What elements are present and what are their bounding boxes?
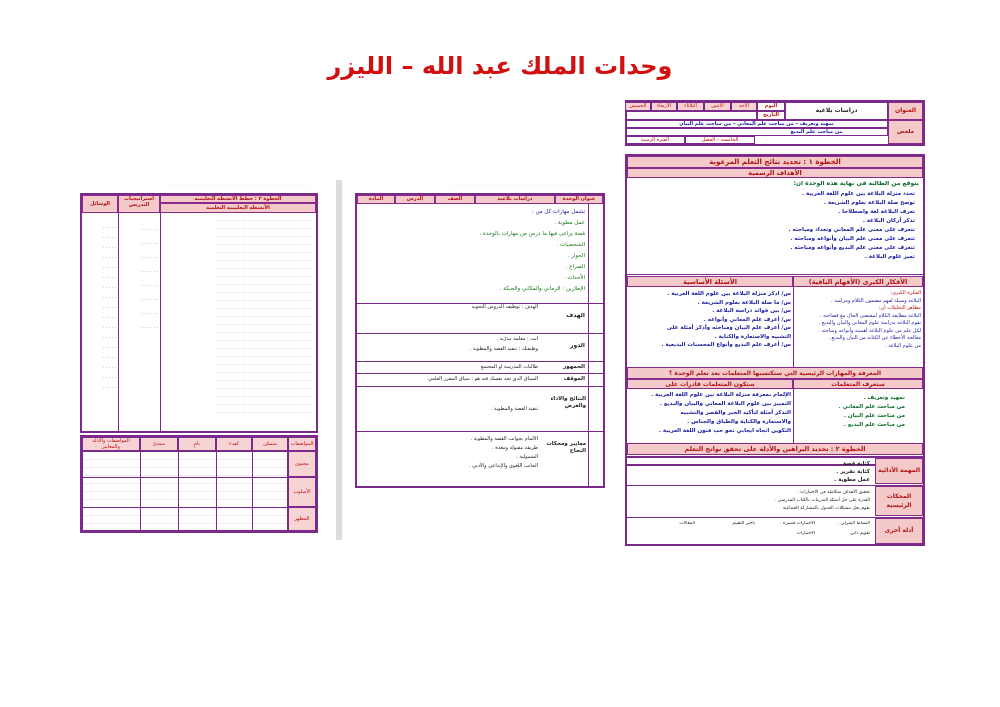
- activities-body: . . . . . . . . . . . . . . . . . . . . . . . . . . . . . . . . . . . . . . . . . . . . . . . . . . . . . . . . . . . . . . . . . . . . . . . . . . . . . . . . . . . . . . . . . . . . . . . . . . . . . . . . . . . . . . . . . . . . . . . . . . . . . . . . . . . . . . . . . . . . . . . . . . . . . . . . . . . . . . . . . . . . . . . . . . . . . . . . . . . . . . . . . . . . . . . . . . . . . . . . . . . . . . . . . . . . . . . . . . . . . . . . . . . . . . . . . . . . . . . . . . . . . . . . . . . . . . . . . . . . . . . . . . . . . . . . . . . . . . . . . . . . . . . . . . . . . . . . . . . . . . . . . . . . . . . . . . . . . . . . . . . . . . . . . . . . . . . . . . . . . . . . . . . . . . . . . . . . . . . . . . . . . . . . . . . . . . . . . . . . . . . . . . . . . . . . . . . . . . . . . . . . . . . . . . . . . . . . . . . . . . . . . . . . . . . . . . . . . . . . . . . . . . . . . . . . . . . . . . . . . . . . . . . . . . . . . . . . . . . . . . . . . . . . . . . . . . . . . . . . . . . . . . . . . . . . . . . . . . . . . . . . . . . . . . . . . . . . . . . . . . . . . . . . . . . . . . . . . . . . . . . . . . . . . . . . . . . . . . . . . . . . . . . . . . . . . . . . . . . . . . . . . . . . . . . . . . . . . . . . . . . . . . . . . . . . . . . . . . . . . . . . . . . . . . . . . . . . . . . . . . . . . . . . . . . . . . . . . . . . . . . . . . . . . . . . . . . . . . . . . . . . . . . . . . . . . . . . . . . . . . . . . . . . . . . . . . . . . . . . . . . . . . . . . . . . . . . . . . . . . . . . . . . . . . . . . . . . . . . . . . . . . . . . . . . . . . . . . . . . . . . . . . . . . . . . . . . . . . . . . . . . . . . . . . . . . . . . . . . . . . . . . . . . . .: [216, 218, 312, 415]
- faint-header-row: . . . . . . . . . . . . . . . . . . . . . . . . . . . . . . . . . . . . . . . . . . . . . . . . . .: [168, 183, 310, 188]
- other-item: تقويم ذاتي: [850, 531, 870, 536]
- goal-item: تتعرف على معنى علم المعاني وتعداد ومباحثه .: [788, 227, 915, 233]
- day-label: اليوم: [757, 102, 785, 111]
- col-resources: الوسائل: [82, 195, 118, 213]
- goal-item: تذكر أركان البلاغة .: [862, 218, 915, 224]
- other-item: الاختبارات قصيرة .: [780, 521, 815, 526]
- goals-header: الأهداف الرسمية: [627, 168, 923, 178]
- goal-item: تعرف البلاغة لغة واصطلاحا .: [838, 209, 915, 215]
- situation-text: السياق الذي تجد نفسك فيه هو : سياق المقرر العلمي: [427, 376, 538, 382]
- goal-text: الهدف : توظيف الدروس النحوية: [471, 304, 538, 310]
- class-label: الخامسة – الفصل: [685, 136, 755, 144]
- essential-q-item: س/ أعرف علم المعاني وأنواعه .: [703, 316, 791, 323]
- right-page: [625, 100, 925, 555]
- product-text: تنفيذ القصة والمطوية .: [490, 406, 538, 412]
- left-page: [80, 183, 318, 533]
- will-know-item: من مباحث علم المعاني .: [838, 404, 905, 410]
- essential-q-item: س/ أعرف علم البيان ومباحثه وأذكر أمثلة على: [666, 325, 791, 331]
- perf-item: كتابة تقرير .: [836, 469, 870, 475]
- criteria-list: [645, 489, 870, 515]
- essential-q-item: س/ بين فوائد دراسة البلاغة .: [712, 308, 791, 314]
- rubric-row-label: الأسلوب: [288, 477, 316, 507]
- success-criteria-list: [360, 435, 538, 485]
- col-strategies: استراتيجيات التدريس: [118, 195, 160, 213]
- perf-label: المهمة الأدائية: [875, 458, 923, 484]
- resources-body: . . . . . . . . . . . . . . . . . . . . . . . . . . . . . . . . . . . . . . . . . . . . . . . . . . . . . . . . . . . . . . . . . . . . . . . . . . . . . . . . . . . . .: [103, 225, 116, 390]
- big-idea-item: من علوم البلاغة .: [885, 342, 921, 349]
- will-know-header: ستعرف المتعلمات: [793, 379, 923, 389]
- will-be-able-item: والاستعارة والكناية والطباق والجناس .: [687, 419, 791, 425]
- strategies-body: . . . . . . . . . . . . . . . . . . . . . . . . . . . . . . . . . . . . . . . . . . . . . . . .: [142, 227, 158, 330]
- big-idea-item: لكل علم من علوم البلاغة أهميته وأنواعه ومباحثه .: [818, 327, 921, 334]
- other-item: الاختبارات: [796, 531, 815, 536]
- success-criteria-label: معايير ومحكات النجاح: [546, 441, 586, 454]
- faint-header-row: . . . . . . . . . . . . . . . . . . . . . . . . . . . . . . . . . . . . . . . . . . . . . . . . . . .: [450, 183, 595, 188]
- big-idea-item: تقوم البلاغة بدراسة علوم المعاني والبيان والبديع .: [818, 320, 921, 326]
- role-label: الدور: [570, 343, 585, 349]
- role-text: أنت : معلمة مدرّبة .: [496, 336, 538, 342]
- step1-header: الخطوة ١ : تحديد نتائج التعلم المرغوبة: [627, 156, 923, 168]
- big-idea-item: البلاغة وسيلة لفهم مضمون الكلام ومراميه .: [831, 297, 921, 304]
- will-be-able-header: ستكون المتعلمات قادرات على: [627, 379, 793, 389]
- list-item: الإطارين : الزماني والمكاني والحبكة .: [499, 286, 585, 292]
- essential-q-item: س/ ما صلة البلاغة بعلوم الشريعة .: [697, 299, 791, 306]
- goals-list: [675, 190, 915, 270]
- perf-list: [745, 460, 870, 484]
- big-ideas-list: [797, 290, 921, 365]
- perf-item: كتابة قصة .: [838, 461, 870, 467]
- will-be-able-item: التمييز بين علوم البلاغة المعاني والبيان والبديع .: [659, 401, 791, 407]
- list-item: الصراع .: [565, 264, 585, 270]
- goals-intro: يتوقع من الطالبة في نهاية هذه الوحدة أن:: [793, 181, 919, 187]
- other-label: أدلة أخرى: [875, 518, 923, 544]
- col-activities: الأنشطة التعليمية التعلمية: [160, 203, 316, 213]
- day-tuesday: الثلاثاء: [677, 102, 704, 111]
- will-be-able-item: التكوين اتجاه ايجابي نحو حب فنون اللغة العربية .: [658, 428, 791, 434]
- rubric-header: مبتدئ: [140, 437, 178, 451]
- success-criteria-item: الالمام بجوانب القصة والمطوية .: [470, 436, 538, 442]
- role-sub: وظيفتك : تنفيذ القصة والمطوية .: [469, 346, 538, 352]
- day-wednesday: الأربعاء: [651, 102, 677, 111]
- other-item: النشاط المنزلي .: [837, 521, 870, 526]
- essential-q-item: التشبيه والاستعارة والكناية .: [714, 333, 791, 340]
- audience-text: طالبات المدرسة أو المجتمع: [480, 364, 538, 370]
- rubric-header: متمكن: [252, 437, 288, 451]
- criteria-item: يقوم بحل مشكلات الجدول بالمشاركة الجماعية: [782, 506, 870, 511]
- top-label: المادة: [357, 195, 395, 204]
- list-item: الأحداث .: [563, 275, 585, 281]
- will-know-item: من مباحث علم البديع .: [843, 422, 905, 428]
- situation-label: الموقف: [563, 376, 585, 382]
- goal-item: تتعرف على معنى علم البديع وأنواعه ومباحثه .: [790, 245, 915, 251]
- will-be-able-item: التذكر أمثلة لتأكيد الخبر والقصر والتشبيه: [680, 410, 791, 416]
- summary-line2: من مباحث علم البديع: [625, 128, 888, 136]
- will-know-item: من مباحث علم البيان .: [843, 413, 905, 419]
- list-item: الحوار .: [567, 253, 585, 259]
- goal-item: تحدد منزلة البلاغة بين علوم اللغة العربية .: [802, 191, 915, 197]
- middle-page: [355, 183, 605, 488]
- middle-list: [375, 207, 585, 303]
- list-item: الشخصيات .: [556, 242, 585, 248]
- big-idea-item: معالجة الأخطاء عن الكتابة من البيان والبديع .: [828, 335, 921, 341]
- rubric-header: نامٍ: [178, 437, 216, 451]
- date-label: التاريخ: [757, 111, 785, 120]
- will-know-list: [805, 394, 905, 440]
- page-gap: [336, 180, 342, 540]
- top-label: الصف: [435, 195, 475, 204]
- rubric-header: المواصفات والأدلة والمعايير: [82, 437, 140, 451]
- page-title: وحدات الملك عبد الله – الليزر: [327, 52, 673, 80]
- essential-q-item: س/ اذكر منزلة البلاغة بين علوم اللغة العربية .: [667, 291, 791, 297]
- goal-item: تتعرف على معنى علم البيان وأنواعه ومباحثه .: [790, 236, 915, 242]
- criteria-label: المحكات الرئيسية: [875, 486, 923, 516]
- stage-label: الفترة الزمنية: [625, 136, 685, 144]
- essential-q-item: س/ أعرف علم البديع وأنواع المحسنات البديعية .: [661, 342, 791, 348]
- list-item: قصة يراعى فيها ما درس من مهارات بالوحدة .: [479, 231, 585, 237]
- will-be-able-list: [631, 391, 791, 443]
- summary-label: ملخص: [888, 120, 923, 144]
- goal-item: تميز علوم البلاغة .: [864, 254, 915, 260]
- top-label: عنوان الوحدة: [555, 195, 603, 204]
- big-ideas-header: الأفكار الكبرى (الأفهام الباقية): [793, 276, 923, 287]
- knowledge-header: المعرفة والمهارات الرئيسية التي ستكتسبها المتعلمات بعد تعلم الوحدة ؟: [627, 367, 923, 379]
- activities-step-header: الخطوة ٣ : خطط الأنشطة التعليمية: [160, 195, 316, 203]
- big-ideas-title: الفكرة الكبرى:: [890, 290, 921, 296]
- unit-label: العنوان: [888, 102, 923, 120]
- criteria-item: القدرة على حل أسئلة التدريبات بالكتاب المدرسي .: [774, 498, 870, 503]
- rubric-header: كفء: [216, 437, 252, 451]
- big-idea-item: البلاغة مطابقة الكلام لمقتضى الحال مع فصاحته .: [819, 312, 921, 319]
- criteria-item: تحقيق الأهداف متكاملة في الاختبارات .: [797, 490, 870, 495]
- goal-label: الهدف: [566, 313, 585, 319]
- audience-label: الجمهور: [563, 364, 585, 370]
- rubric-cells: [82, 451, 288, 531]
- day-thursday: الخميس: [625, 102, 651, 111]
- product-label: النتائج والأداء والغرض: [550, 396, 586, 409]
- other-item: المقالات: [679, 521, 695, 526]
- perf-item: عمل مطوية .: [834, 477, 870, 483]
- success-criteria-item: طريقة مقبولة ومعدة .: [492, 445, 538, 451]
- top-label: الدرس: [395, 195, 435, 204]
- list-title: تشمل مهارات كل من :: [531, 209, 585, 215]
- date-row: [625, 111, 757, 120]
- rubric-row-label: المظهر: [288, 507, 316, 531]
- will-be-able-item: الإلمام بمعرفة منزلة البلاغة بين علوم اللغة العربية .: [651, 392, 791, 398]
- rubric-row-label: محتوى: [288, 451, 316, 477]
- top-label: دراسات بلاغية: [475, 195, 555, 204]
- summary-line1: تمهيد وتعريف – من مباحث علم المعاني – من مباحث علم البيان: [625, 120, 888, 128]
- unit-value: دراسات بلاغية: [785, 102, 888, 120]
- essential-q-header: الأسئلة الأساسية: [627, 276, 793, 287]
- step2-header: الخطوة ٢ : تحديد البراهين والأدلة على تحقق نواتج التعلم: [627, 443, 923, 455]
- list-item: عمل مطوية .: [554, 220, 585, 226]
- goal-item: توضح صلة البلاغة بعلوم الشريعة .: [823, 200, 915, 206]
- will-know-item: تمهيد وتعريف .: [863, 395, 905, 401]
- rubric-header: المواصفات: [288, 437, 316, 451]
- success-criteria-item: الجانب اللغوي والإبداعي والأدبي .: [468, 463, 538, 469]
- success-criteria-item: الشمولية .: [516, 454, 538, 460]
- essential-questions-list: [631, 290, 791, 365]
- other-item: تأخير التقييم: [732, 521, 755, 526]
- big-idea-item: مظاهر التحليلات أن:: [878, 305, 921, 311]
- day-sunday: الأحد: [731, 102, 757, 111]
- day-monday: الاثنين: [704, 102, 731, 111]
